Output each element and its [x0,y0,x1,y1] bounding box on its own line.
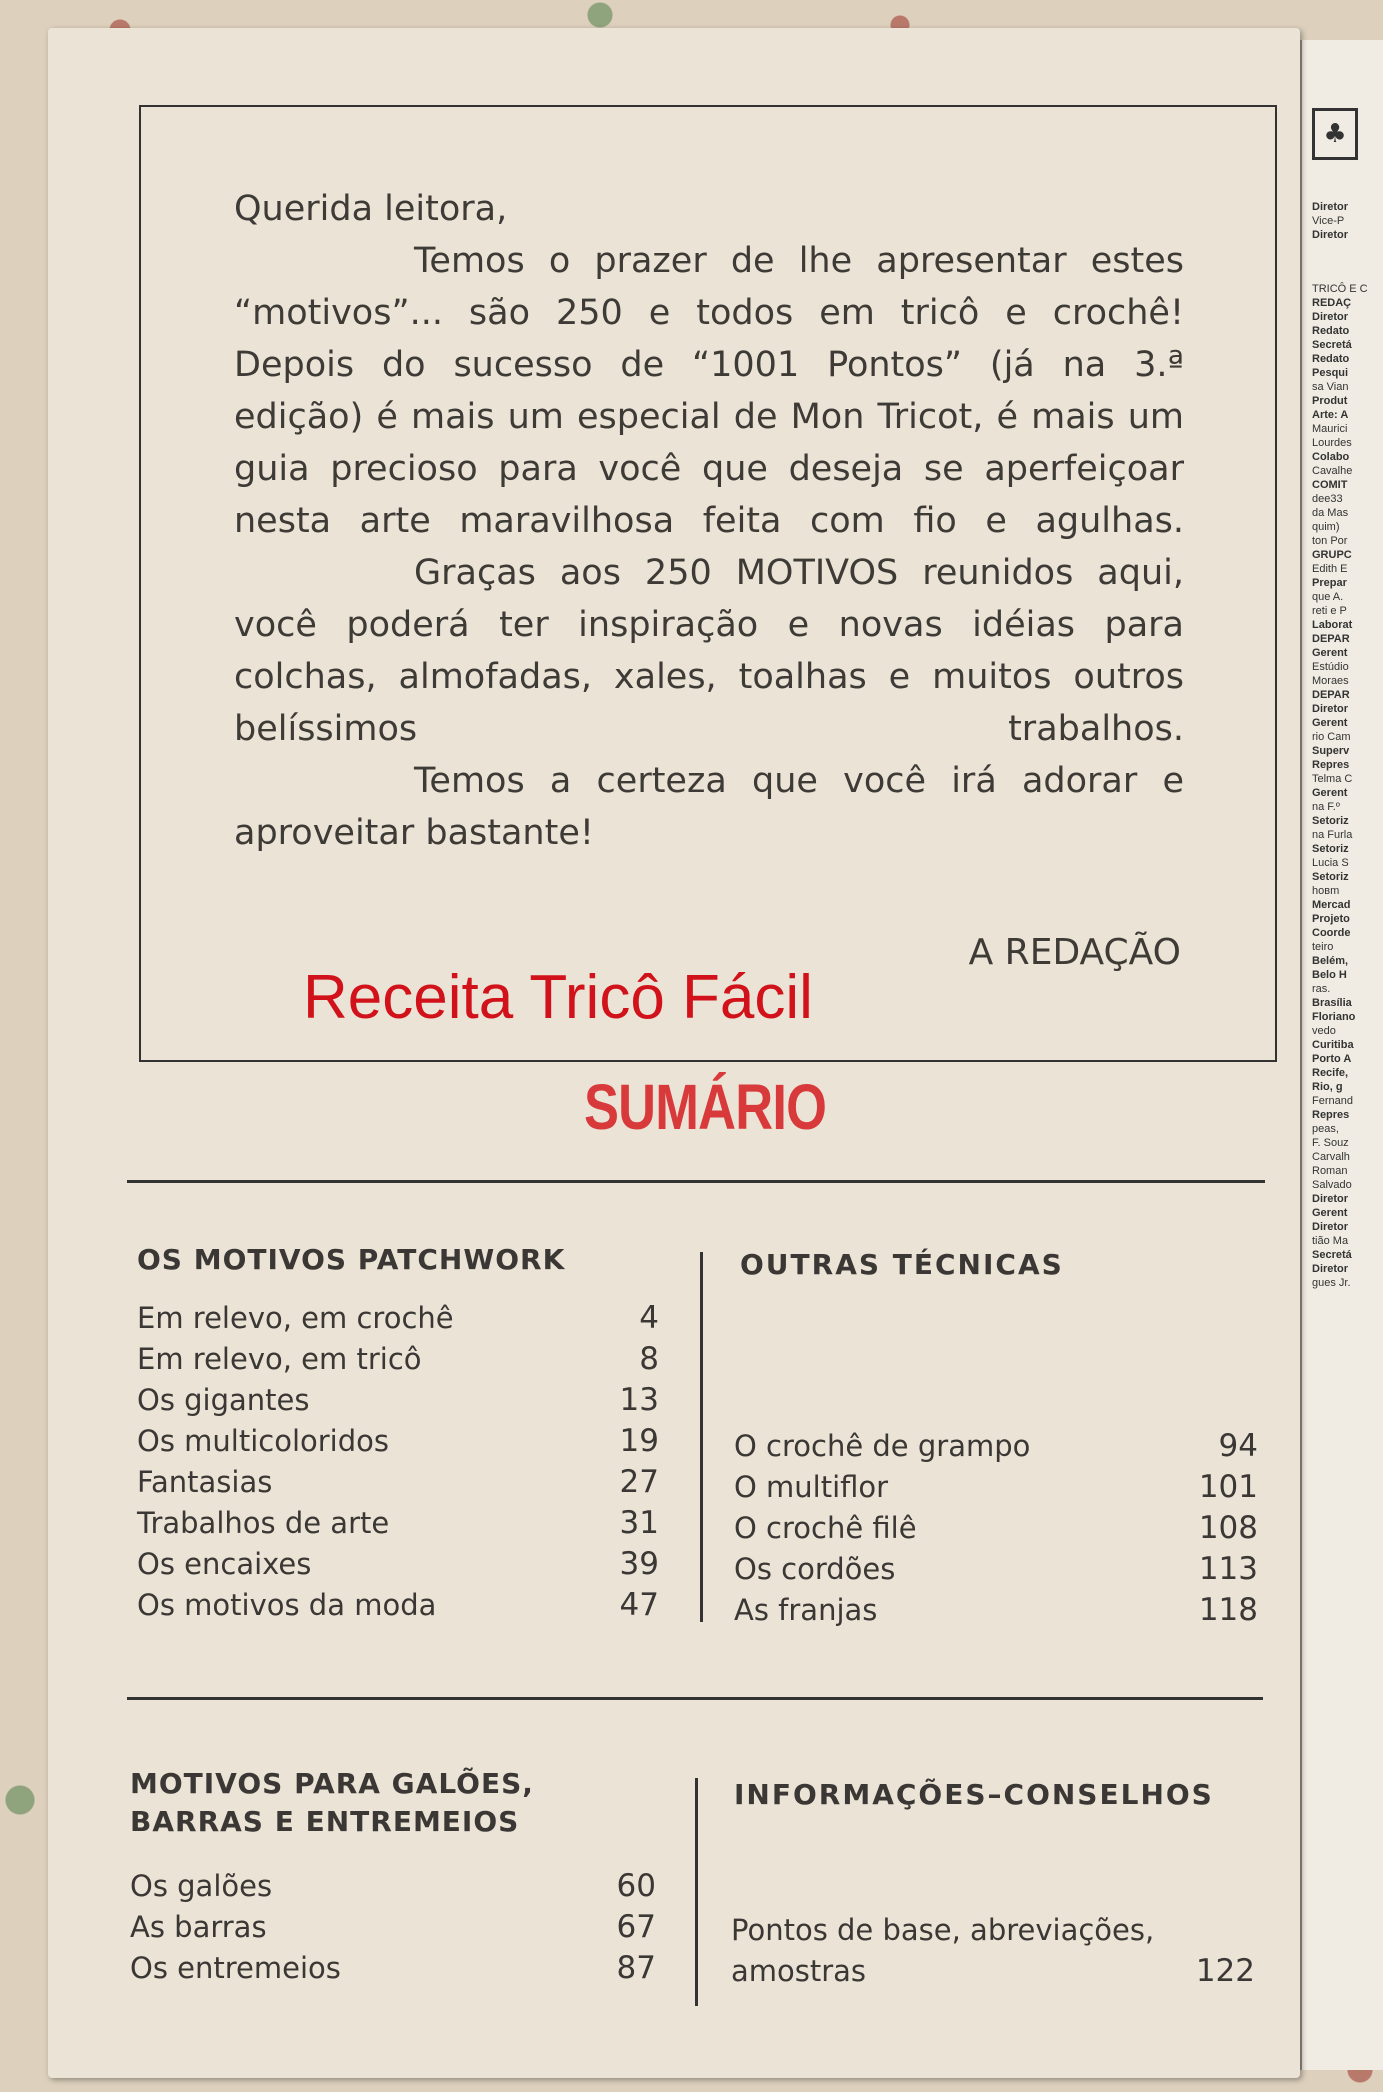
toc-entry-label: As franjas [734,1593,878,1627]
column-divider-lower [695,1778,698,2006]
credits-line: Salvado [1312,1179,1352,1191]
section-heading-patchwork: OS MOTIVOS PATCHWORK [137,1243,566,1276]
toc-entry-page: 113 [1198,1551,1258,1587]
credits-line: Setoriz [1312,871,1349,883]
toc-entry-page: 122 [1195,1953,1255,1989]
credits-line: Rio, g [1312,1081,1343,1093]
toc-entry [130,1907,656,1948]
credits-line: TRICÔ E C [1312,283,1368,295]
letter-greeting: Querida leitora, [234,189,508,229]
section-heading-galoes-line1: MOTIVOS PARA GALÕES, [130,1767,534,1800]
toc-list-informacoes [731,1910,1255,1992]
toc-entry-page: 118 [1198,1592,1258,1628]
credits-line: Prepar [1312,577,1347,589]
credits-line: Diretor [1312,201,1349,213]
credits-line: Diretor [1312,1263,1349,1275]
credits-line: ras. [1312,983,1331,995]
editorial-letter [234,183,1184,859]
credits-line: Belém, [1312,955,1349,967]
credits-text [1302,200,1383,1290]
letter-paragraph-3: Temos a certeza que você irá adorar e aproveitar bastante! [234,761,1184,853]
toc-entry-page: 27 [619,1464,659,1500]
toc-entry-label: Fantasias [137,1465,273,1499]
credits-line: Roman [1312,1165,1348,1177]
divider-middle [127,1697,1263,1700]
toc-entry-label: Em relevo, em tricô [137,1342,422,1376]
credits-line: Diretor [1312,229,1349,241]
toc-entry-page: 13 [619,1382,659,1418]
toc-entry [137,1585,659,1626]
credits-line: Lourdes [1312,437,1352,449]
credits-line: Estúdio [1312,661,1349,673]
credits-line: na F.º [1312,801,1340,813]
toc-entry-label: amostras [731,1954,867,1988]
toc-entry-page: 47 [619,1587,659,1623]
credits-line: Brasília [1312,997,1352,1009]
credits-line: na Furla [1312,829,1353,841]
toc-entry-page: 4 [639,1300,659,1336]
credits-line: GRUPC [1312,549,1352,561]
credits-line: tião Ma [1312,1235,1349,1247]
credits-line: Redato [1312,325,1350,337]
credits-line: Floriano [1312,1011,1356,1023]
credits-line: Cavalhe [1312,465,1353,477]
toc-entry [130,1866,656,1907]
credits-line: Superv [1312,745,1350,757]
section-heading-galoes [130,1765,534,1841]
credits-line: F. Souz [1312,1137,1349,1149]
credits-line: Repres [1312,1109,1350,1121]
toc-entry-label: O crochê filê [734,1511,917,1545]
toc-entry-page: 87 [616,1950,656,1986]
credits-strip [1300,40,1383,2070]
credits-line: Edith E [1312,563,1348,575]
toc-entry [137,1503,659,1544]
credits-line: Gerent [1312,717,1348,729]
credits-line: sa Vian [1312,381,1349,393]
toc-entry-label: Pontos de base, abreviações, [731,1913,1155,1947]
toc-entry-page: 31 [619,1505,659,1541]
credits-line: Secretá [1312,1249,1352,1261]
credits-line: gues Jr. [1312,1277,1351,1289]
toc-entry-label: As barras [130,1910,267,1944]
toc-entry [734,1426,1258,1467]
credits-line: que A. [1312,591,1344,603]
credits-line: Colabo [1312,451,1350,463]
toc-list-outras [734,1426,1258,1631]
section-heading-galoes-line2: BARRAS E ENTREMEIOS [130,1805,520,1838]
toc-list-patchwork [137,1298,659,1626]
credits-line: Arte: A [1312,409,1349,421]
credits-line: Gerent [1312,1207,1348,1219]
credits-line: rio Cam [1312,731,1351,743]
credits-line: Maurici [1312,423,1348,435]
toc-entry-label: Os encaixes [137,1547,312,1581]
toc-entry-label: Os multicoloridos [137,1424,389,1458]
toc-entry-page: 39 [619,1546,659,1582]
credits-line: Lucia S [1312,857,1349,869]
toc-entry-page: 101 [1198,1469,1258,1505]
toc-entry-page: 108 [1198,1510,1258,1546]
tree-logo-icon: ♣ [1312,108,1358,160]
toc-entry-label: Os motivos da moda [137,1588,437,1622]
toc-entry-page: 94 [1218,1428,1258,1464]
credits-line: reti e P [1312,605,1347,617]
toc-entry [731,1951,1255,1992]
toc-entry [130,1948,656,1989]
credits-line: teiro [1312,941,1334,953]
credits-line: Mercad [1312,899,1351,911]
section-heading-outras: OUTRAS TÉCNICAS [740,1248,1064,1281]
toc-entry-label: Os entremeios [130,1951,341,1985]
credits-line: hoвm [1312,885,1340,897]
toc-entry-label: Os gigantes [137,1383,310,1417]
section-heading-informacoes: INFORMAÇÕES–CONSELHOS [734,1778,1214,1811]
credits-line: Fernand [1312,1095,1353,1107]
toc-entry [734,1467,1258,1508]
credits-line: Recife, [1312,1067,1349,1079]
toc-entry [137,1544,659,1585]
credits-line: Diretor [1312,703,1349,715]
watermark-text: Receita Tricô Fácil [303,963,813,1032]
toc-entry-page: 8 [639,1341,659,1377]
toc-entry [734,1590,1258,1631]
credits-line: Laborat [1312,619,1353,631]
credits-line: Diretor [1312,1193,1349,1205]
toc-entry [734,1508,1258,1549]
toc-entry-label: O multiflor [734,1470,889,1504]
credits-line: vedo [1312,1025,1336,1037]
credits-line: dee33 [1312,493,1343,505]
toc-entry [137,1380,659,1421]
summary-title: SUMÁRIO [584,1071,827,1143]
toc-entry [137,1298,659,1339]
credits-line: da Mas [1312,507,1349,519]
letter-signature: A REDAÇÃO [968,932,1181,973]
credits-line: quim) [1312,521,1340,533]
divider-top [127,1180,1265,1183]
credits-line: ton Por [1312,535,1348,547]
credits-line: Pesqui [1312,367,1349,379]
credits-line: Redato [1312,353,1350,365]
credits-line: Diretor [1312,311,1349,323]
credits-line: Repres [1312,759,1350,771]
credits-line: Diretor [1312,1221,1349,1233]
credits-line: Belo H [1312,969,1347,981]
credits-line: Setoriz [1312,815,1349,827]
credits-line: COMIT [1312,479,1348,491]
credits-line: Porto A [1312,1053,1352,1065]
credits-line: Coorde [1312,927,1351,939]
toc-entry [734,1549,1258,1590]
toc-entry-page: 19 [619,1423,659,1459]
toc-entry [137,1462,659,1503]
toc-entry-page: 60 [616,1868,656,1904]
credits-line: Telma C [1312,773,1353,785]
credits-line: DEPAR [1312,689,1350,701]
letter-paragraph-2: Graças aos 250 MOTIVOS reunidos aqui, você poderá ter inspiração e novas idéias para colchas, almofadas, xales, toalhas e muitos outros belíssimos trabalhos. [234,553,1184,749]
toc-entry-label: Trabalhos de arte [137,1506,390,1540]
column-divider-upper [700,1252,703,1622]
credits-line: peas, [1312,1123,1339,1135]
toc-entry-label: Os cordões [734,1552,896,1586]
credits-line: Moraes [1312,675,1349,687]
toc-entry-label: Em relevo, em crochê [137,1301,454,1335]
toc-list-galoes [130,1866,656,1989]
letter-paragraph-1: Temos o prazer de lhe apresentar estes “motivos”... são 250 e todos em tricô e crochê! Depois do sucesso de “1001 Pontos” (já na 3.ª edição) é mais um especial de Mon Tricot, é mais um guia precioso para você que deseja se aperfeiçoar nesta arte maravilhosa feita com fio e agulhas. [234,241,1184,541]
toc-entry [137,1421,659,1462]
toc-entry [137,1339,659,1380]
toc-entry-label: O crochê de grampo [734,1429,1031,1463]
credits-line: REDAÇ [1312,297,1352,309]
credits-line: Gerent [1312,787,1348,799]
toc-entry-label: Os galões [130,1869,273,1903]
credits-line: Produt [1312,395,1348,407]
toc-entry-page: 67 [616,1909,656,1945]
credits-line: DEPAR [1312,633,1350,645]
credits-line: Gerent [1312,647,1348,659]
credits-line: Vice-P [1312,215,1345,227]
credits-line: Secretá [1312,339,1352,351]
credits-line: Curitiba [1312,1039,1354,1051]
credits-line: Carvalh [1312,1151,1350,1163]
credits-line: Projeto [1312,913,1350,925]
credits-line: Setoriz [1312,843,1349,855]
toc-entry [731,1910,1255,1951]
